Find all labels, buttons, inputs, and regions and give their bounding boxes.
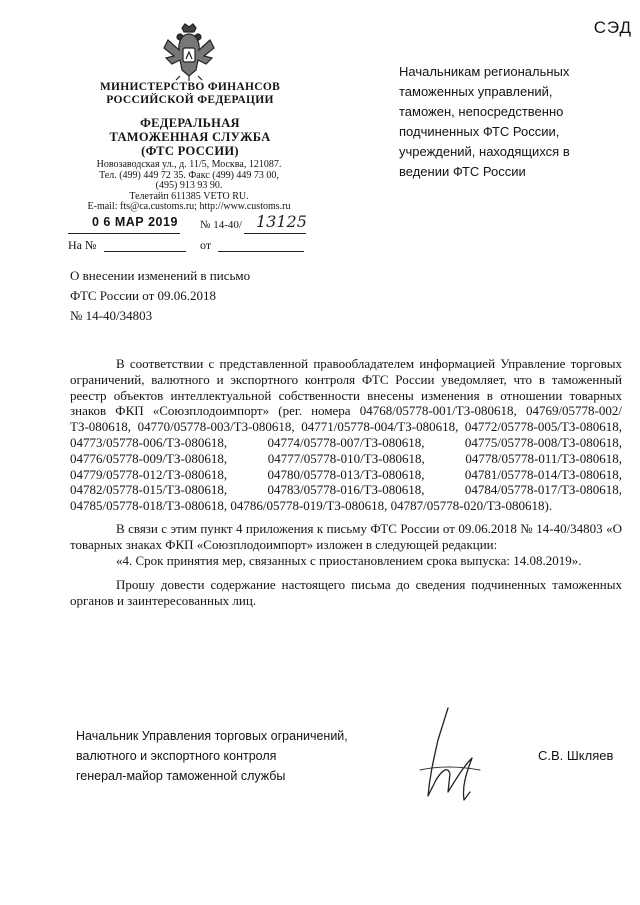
- subject-line: О внесении изменений в письмо ФТС России от 09.06.2018 № 14-40/34803: [70, 268, 251, 323]
- document-mark: СЭД: [593, 18, 632, 37]
- letter-body: [70, 356, 622, 609]
- reference-row: [68, 238, 318, 256]
- signatory-name: С.В. Шкляев: [538, 748, 614, 763]
- number-underline: [244, 233, 306, 234]
- date-underline: [68, 233, 180, 234]
- ot-underline: [218, 251, 304, 252]
- paragraph-2: В связи с этим пункт 4 приложения к письму ФТС России от 09.06.2018 № 14-40/34803 «О товарных знаках ФКП «Союзплодоимпорт» изложен в следующей редакции:: [70, 520, 622, 552]
- signatory-title: Начальник Управления торговых ограничений, валютного и экспортного контроля генерал-майор таможенной службы: [76, 729, 348, 783]
- contact-info: Новозаводская ул., д. 11/5, Москва, 121087. Тел. (499) 449 72 35. Факс (499) 449 73 00, (495) 913 93 90. Телетайп 611385 VETO RU. E-mail: fts@ca.customs.ru; http://www.customs.ru: [87, 159, 291, 213]
- paragraph-3: Прошу довести содержание настоящего письма до сведения подчиненных таможенных органов и заинтересованных лиц.: [70, 577, 622, 609]
- signature-icon: [408, 700, 498, 810]
- coat-of-arms-icon: [160, 22, 218, 82]
- na-underline: [104, 251, 186, 252]
- na-label: На №: [68, 238, 97, 252]
- registration-number-label: № 14-40/: [200, 219, 242, 231]
- registration-number-handwritten: 13125: [256, 212, 307, 231]
- addressee-block: Начальникам региональных таможенных управлений, таможен, непосредственно подчиненных ФТС России, учреждений, находящихся в ведении ФТС России: [399, 64, 570, 179]
- registration-row: [68, 212, 318, 236]
- registration-date: 0 6 МАР 2019: [92, 215, 178, 229]
- ot-label: от: [200, 238, 212, 252]
- paragraph-1: В соответствии с представленной правообладателем информацией Управление торговых ограничений, валютного и экспортного контроля ФТС России уведомляет, что в таможенный реестр объектов интеллектуальной собственности внесены изменения в отношении товарных знаков ФКП «Союзплодоимпорт» (рег. номера 04768/05778-001/ТЗ-080618, 04769/05778-002/ТЗ-080618, 04770/05778-003/ТЗ-080618, 04771/05778-004/ТЗ-080618, 04772/05778-005/ТЗ-080618, 04773/05778-006/ТЗ-080618, 04774/05778-007/ТЗ-080618, 04775/05778-008/ТЗ-080618, 04776/05778-009/ТЗ-080618, 04777/05778-010/ТЗ-080618, 04778/05778-011/ТЗ-080618, 04779/05778-012/ТЗ-080618, 04780/05778-013/ТЗ-080618, 04781/05778-014/ТЗ-080618, 04782/05778-015/ТЗ-080618, 04783/05778-016/ТЗ-080618, 04784/05778-017/ТЗ-080618, 04785/05778-018/ТЗ-080618, 04786/05778-019/ТЗ-080618, 04787/05778-020/ТЗ-080618).: [70, 356, 622, 514]
- paragraph-2-quote: «4. Срок принятия мер, связанных с приостановлением срока выпуска: 14.08.2019».: [116, 552, 582, 568]
- service-name: ФЕДЕРАЛЬНАЯ ТАМОЖЕННАЯ СЛУЖБА (ФТС РОССИИ): [109, 116, 271, 158]
- ministry-name: МИНИСТЕРСТВО ФИНАНСОВ РОССИЙСКОЙ ФЕДЕРАЦИИ: [99, 81, 281, 106]
